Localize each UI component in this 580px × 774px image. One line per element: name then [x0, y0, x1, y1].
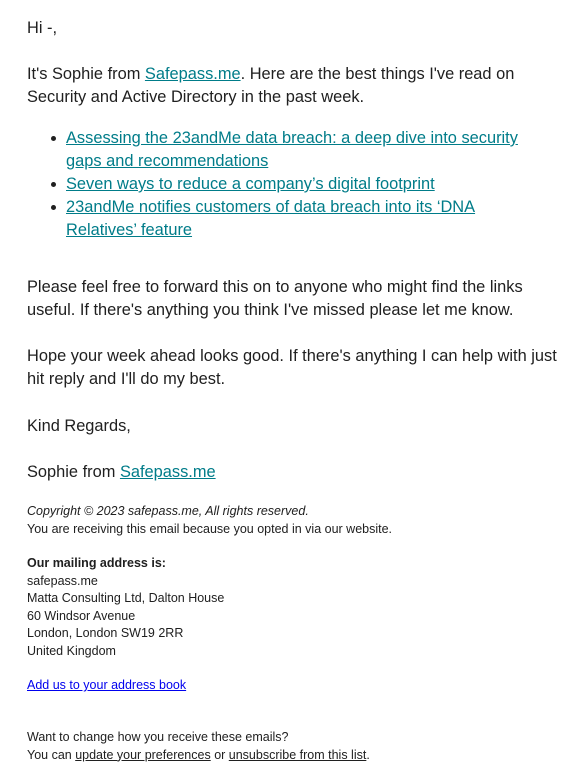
copyright-text: Copyright © 2023 safepass.me, All rights reserved.: [27, 504, 309, 518]
article-link-dna-relatives[interactable]: 23andMe notifies customers of data breach into its ‘DNA Relatives’ feature: [66, 198, 476, 239]
change-question: Want to change how you receive these emails?: [27, 730, 289, 744]
address-line: United Kingdom: [27, 643, 116, 658]
signoff: [27, 461, 216, 484]
mailing-address: [27, 555, 224, 660]
preferences-block: [27, 729, 370, 764]
address-book-paragraph: [27, 677, 186, 695]
or-text: or: [210, 747, 229, 762]
regards-text: Kind Regards,: [27, 417, 131, 435]
hope-paragraph: Hope your week ahead looks good. If there's anything I can help with just hit reply and I'll do my best.: [27, 347, 557, 388]
address-line: safepass.me: [27, 573, 98, 588]
address-line: London, London SW19 2RR: [27, 626, 184, 640]
you-can-text: You can: [27, 747, 76, 762]
signoff-safepass-link[interactable]: Safepass.me: [119, 463, 216, 481]
period-text: .: [366, 747, 370, 762]
list-item: [66, 196, 546, 242]
forward-paragraph: Please feel free to forward this on to anyone who might find the links useful. If there's anything you think I've missed please let me know.: [27, 278, 523, 319]
mailing-address-label: Our mailing address is:: [27, 556, 166, 570]
safepass-link[interactable]: Safepass.me: [144, 65, 241, 83]
copyright-block: [27, 503, 392, 538]
list-item: [66, 173, 546, 196]
greeting: Hi -,: [27, 19, 58, 37]
intro-text-after: . Here are the best things I've read on Security and Active Directory in the past week.: [27, 65, 515, 106]
signoff-text: Sophie from: [27, 463, 120, 481]
intro-paragraph: [27, 63, 557, 109]
update-preferences-link[interactable]: update your preferences: [75, 747, 211, 762]
intro-text-before: It's Sophie from: [27, 65, 145, 83]
opt-in-reason: You are receiving this email because you opted in via our website.: [27, 521, 393, 536]
add-to-address-book-link[interactable]: Add us to your address book: [27, 678, 187, 692]
address-line: Matta Consulting Ltd, Dalton House: [27, 591, 225, 605]
article-link-23andme-breach[interactable]: Assessing the 23andMe data breach: a deep dive into security gaps and recommendations: [66, 129, 518, 170]
list-item: [66, 127, 546, 173]
article-list: [27, 127, 546, 242]
unsubscribe-link[interactable]: unsubscribe from this list: [228, 747, 367, 762]
article-link-digital-footprint[interactable]: Seven ways to reduce a company’s digital footprint: [66, 175, 435, 193]
address-line: 60 Windsor Avenue: [27, 608, 136, 623]
preferences-line: [27, 747, 370, 765]
